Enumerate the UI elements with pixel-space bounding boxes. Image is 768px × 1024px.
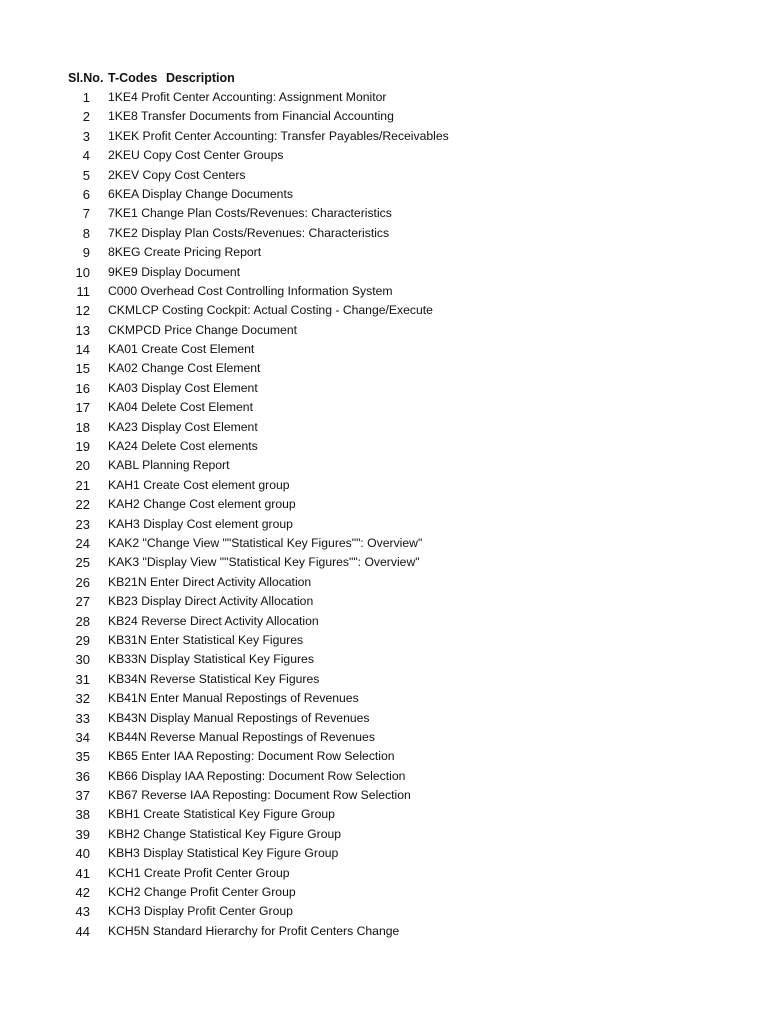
row-number: 29 (75, 632, 90, 648)
table-row (0, 534, 768, 553)
table-row (0, 340, 768, 359)
header-description: Description (166, 71, 235, 85)
row-number: 24 (75, 535, 90, 551)
row-number: 13 (75, 322, 90, 338)
row-tcode-description: KB43N Display Manual Repostings of Revenues (108, 710, 370, 725)
table-row (0, 689, 768, 708)
row-number: 27 (75, 594, 90, 610)
table-row (0, 359, 768, 378)
row-number: 22 (75, 497, 90, 513)
table-row (0, 864, 768, 883)
table-row (0, 767, 768, 786)
row-tcode-description: KB21N Enter Direct Activity Allocation (108, 574, 312, 589)
row-number: 35 (75, 749, 90, 765)
row-number: 39 (75, 826, 90, 842)
row-number: 30 (75, 652, 90, 668)
row-number: 15 (75, 361, 90, 377)
table-row (0, 185, 768, 204)
table-row (0, 224, 768, 243)
table-row (0, 456, 768, 475)
row-number: 36 (75, 768, 90, 784)
tcode-table (0, 68, 768, 941)
row-number: 38 (75, 807, 90, 823)
row-number: 32 (75, 691, 90, 707)
row-tcode-description: KB23 Display Direct Activity Allocation (108, 594, 314, 609)
table-row (0, 301, 768, 320)
table-body (0, 88, 768, 941)
row-tcode-description: KBH3 Display Statistical Key Figure Group (108, 846, 339, 861)
row-tcode-description: 6KEA Display Change Documents (108, 186, 293, 201)
table-row (0, 263, 768, 282)
table-row (0, 243, 768, 262)
row-number: 14 (75, 342, 90, 358)
row-tcode-description: KCH1 Create Profit Center Group (108, 865, 290, 880)
table-row (0, 146, 768, 165)
row-number: 17 (75, 400, 90, 416)
row-number: 1 (82, 90, 90, 105)
table-row (0, 107, 768, 126)
table-row (0, 747, 768, 766)
row-tcode-description: KAH3 Display Cost element group (108, 516, 293, 531)
row-tcode-description: KCH3 Display Profit Center Group (108, 904, 293, 919)
row-number: 19 (75, 439, 90, 455)
row-tcode-description: 2KEU Copy Cost Center Groups (108, 148, 284, 163)
row-number: 25 (75, 555, 90, 571)
row-tcode-description: KB41N Enter Manual Repostings of Revenues (108, 691, 359, 706)
row-number: 8 (82, 225, 90, 241)
row-tcode-description: CKMLCP Costing Cockpit: Actual Costing - Change/Execute (108, 303, 433, 318)
row-number: 37 (75, 788, 90, 804)
row-tcode-description: 7KE2 Display Plan Costs/Revenues: Characteristics (108, 225, 390, 240)
table-row (0, 612, 768, 631)
row-number: 11 (76, 283, 90, 299)
row-tcode-description: KA03 Display Cost Element (108, 380, 258, 395)
row-number: 12 (75, 303, 90, 319)
row-number: 16 (75, 380, 90, 396)
row-tcode-description: KA02 Change Cost Element (108, 361, 261, 376)
row-tcode-description: KAH2 Change Cost element group (108, 497, 296, 512)
table-row (0, 844, 768, 863)
table-row (0, 670, 768, 689)
table-row (0, 204, 768, 223)
row-tcode-description: 2KEV Copy Cost Centers (108, 167, 246, 182)
table-row (0, 88, 768, 107)
table-row (0, 515, 768, 534)
table-row (0, 805, 768, 824)
row-number: 6 (82, 186, 90, 202)
row-tcode-description: KA23 Display Cost Element (108, 419, 258, 434)
row-tcode-description: 7KE1 Change Plan Costs/Revenues: Characteristics (108, 206, 392, 221)
row-tcode-description: KB65 Enter IAA Reposting: Document Row Selection (108, 749, 395, 764)
table-row (0, 321, 768, 340)
table-row (0, 398, 768, 417)
row-tcode-description: KB33N Display Statistical Key Figures (108, 652, 314, 667)
row-number: 42 (75, 885, 90, 901)
row-tcode-description: 1KE4 Profit Center Accounting: Assignment Monitor (108, 90, 387, 104)
row-number: 34 (75, 729, 90, 745)
row-number: 23 (75, 516, 90, 532)
table-row (0, 476, 768, 495)
table-row (0, 902, 768, 921)
row-number: 26 (75, 574, 90, 590)
row-tcode-description: KCH2 Change Profit Center Group (108, 885, 296, 900)
table-row (0, 573, 768, 592)
row-number: 21 (75, 477, 90, 493)
row-tcode-description: C000 Overhead Cost Controlling Information System (108, 283, 393, 298)
row-tcode-description: KA04 Delete Cost Element (108, 400, 253, 415)
row-tcode-description: KA24 Delete Cost elements (108, 439, 258, 454)
row-number: 9 (82, 245, 90, 261)
table-row (0, 127, 768, 146)
table-row (0, 495, 768, 514)
table-row (0, 786, 768, 805)
row-tcode-description: KB24 Reverse Direct Activity Allocation (108, 613, 319, 628)
table-row (0, 282, 768, 301)
row-tcode-description: KAH1 Create Cost element group (108, 477, 290, 492)
row-tcode-description: 8KEG Create Pricing Report (108, 245, 262, 260)
row-number: 44 (75, 923, 90, 939)
row-number: 33 (75, 710, 90, 726)
row-tcode-description: KB31N Enter Statistical Key Figures (108, 632, 304, 647)
table-row (0, 166, 768, 185)
row-number: 18 (75, 419, 90, 435)
table-row (0, 922, 768, 941)
header-tcodes: T-Codes (108, 71, 158, 85)
row-tcode-description: KB66 Display IAA Reposting: Document Row Selection (108, 768, 406, 783)
row-tcode-description: KB67 Reverse IAA Reposting: Document Row Selection (108, 788, 411, 803)
row-tcode-description: KBH1 Create Statistical Key Figure Group (108, 807, 335, 822)
table-row (0, 728, 768, 747)
row-tcode-description: 9KE9 Display Document (108, 264, 241, 279)
table-row (0, 592, 768, 611)
table-row (0, 883, 768, 902)
table-row (0, 650, 768, 669)
row-number: 10 (75, 264, 90, 280)
row-tcode-description: 1KE8 Transfer Documents from Financial Accounting (108, 109, 394, 124)
row-number: 2 (82, 109, 90, 125)
row-tcode-description: KA01 Create Cost Element (108, 342, 255, 357)
table-row (0, 553, 768, 572)
row-number: 41 (75, 865, 90, 881)
row-tcode-description: CKMPCD Price Change Document (108, 322, 297, 337)
row-tcode-description: KB34N Reverse Statistical Key Figures (108, 671, 320, 686)
table-row (0, 418, 768, 437)
table-row (0, 437, 768, 456)
table-row (0, 709, 768, 728)
row-tcode-description: KBH2 Change Statistical Key Figure Group (108, 826, 342, 841)
table-header (0, 68, 768, 88)
row-number: 3 (82, 128, 90, 144)
table-row (0, 379, 768, 398)
row-tcode-description: KCH5N Standard Hierarchy for Profit Centers Change (108, 923, 400, 938)
table-row (0, 631, 768, 650)
row-number: 31 (75, 671, 90, 687)
row-number: 43 (75, 904, 90, 920)
row-number: 7 (82, 206, 90, 222)
row-number: 28 (75, 613, 90, 629)
row-number: 40 (75, 846, 90, 862)
header-slno: Sl.No. (68, 71, 104, 85)
row-number: 4 (82, 148, 90, 164)
row-number: 20 (75, 458, 90, 474)
row-tcode-description: KAK2 "Change View ""Statistical Key Figures"": Overview" (108, 535, 423, 550)
table-row (0, 825, 768, 844)
row-tcode-description: KB44N Reverse Manual Repostings of Revenues (108, 729, 375, 744)
row-tcode-description: 1KEK Profit Center Accounting: Transfer Payables/Receivables (108, 128, 449, 143)
row-number: 5 (82, 167, 90, 183)
row-tcode-description: KABL Planning Report (108, 458, 230, 473)
row-tcode-description: KAK3 "Display View ""Statistical Key Figures"": Overview" (108, 555, 420, 570)
